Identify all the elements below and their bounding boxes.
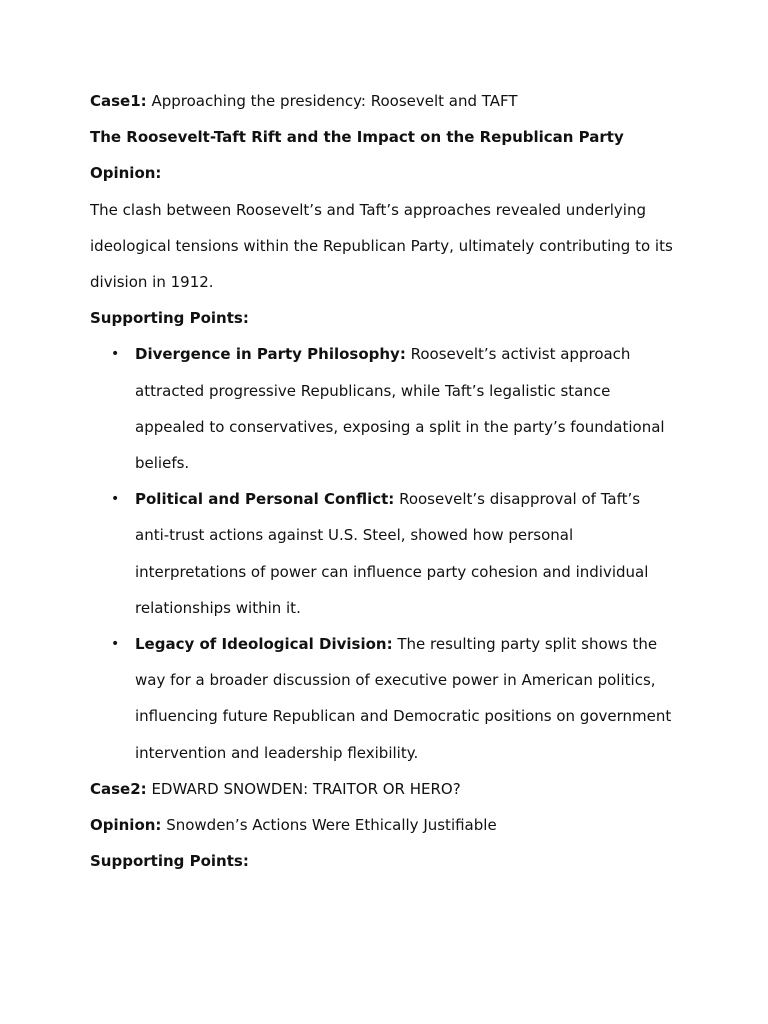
case2-title: EDWARD SNOWDEN: TRAITOR OR HERO? (146, 779, 461, 798)
case2-title-line (90, 771, 690, 807)
case1-title-line (90, 83, 690, 119)
list-item (90, 336, 695, 481)
point-line: relationships within it. (135, 598, 301, 617)
point-line: intervention and leadership flexibility. (135, 743, 419, 762)
case1-opinion-line: ideological tensions within the Republican Party, ultimately contributing to its (90, 236, 673, 255)
point-line: beliefs. (135, 454, 190, 473)
bullet-icon: • (111, 491, 120, 508)
point-text: Roosevelt’s activist approach (405, 345, 631, 364)
point-line: attracted progressive Republicans, while Taft’s legalistic stance (135, 381, 611, 400)
point-line: way for a broader discussion of executive power in American politics, (135, 671, 656, 690)
case1-opinion-line: The clash between Roosevelt’s and Taft’s approaches revealed underlying (90, 200, 646, 219)
point-title: Divergence in Party Philosophy: (135, 345, 406, 364)
point-line: influencing future Republican and Democratic positions on government (135, 707, 672, 726)
case1-label: Case1: (90, 92, 147, 110)
list-item (90, 481, 695, 626)
point-line: interpretations of power can influence party cohesion and individual (135, 562, 649, 581)
case1-heading-text: The Roosevelt-Taft Rift and the Impact on the Republican Party (90, 128, 624, 147)
bullet-icon: • (111, 636, 120, 653)
point-line: anti-trust actions against U.S. Steel, showed how personal (135, 526, 574, 545)
case2-opinion-label: Opinion: (90, 816, 162, 835)
bullet-icon: • (111, 346, 120, 363)
case1-supporting-label: Supporting Points: (90, 309, 249, 328)
point-text: Roosevelt’s disapproval of Taft’s (394, 490, 641, 509)
case1-opinion-label-line (90, 155, 690, 191)
case1-opinion-label: Opinion: (90, 164, 162, 183)
document-body (90, 83, 690, 879)
point-line: appealed to conservatives, exposing a split in the party’s foundational (135, 417, 665, 436)
point-text: The resulting party split shows the (392, 635, 658, 654)
point-title: Legacy of Ideological Division: (135, 635, 393, 654)
case2-supporting-label: Supporting Points: (90, 852, 249, 871)
case2-opinion-line (90, 807, 690, 843)
case1-opinion-line: division in 1912. (90, 273, 214, 292)
case1-heading (90, 119, 690, 155)
case1-supporting-points-list (90, 336, 690, 770)
case2-label: Case2: (90, 779, 147, 798)
point-title: Political and Personal Conflict: (135, 490, 395, 509)
point-first-line (135, 481, 695, 517)
list-item (90, 626, 695, 771)
case1-title: Approaching the presidency: Roosevelt and TAFT (146, 92, 518, 110)
point-first-line (135, 336, 695, 372)
point-first-line (135, 626, 695, 662)
case2-opinion-text: Snowden’s Actions Were Ethically Justifiable (161, 816, 497, 835)
case1-supporting-label-line (90, 300, 690, 336)
case2-supporting-label-line (90, 843, 690, 879)
